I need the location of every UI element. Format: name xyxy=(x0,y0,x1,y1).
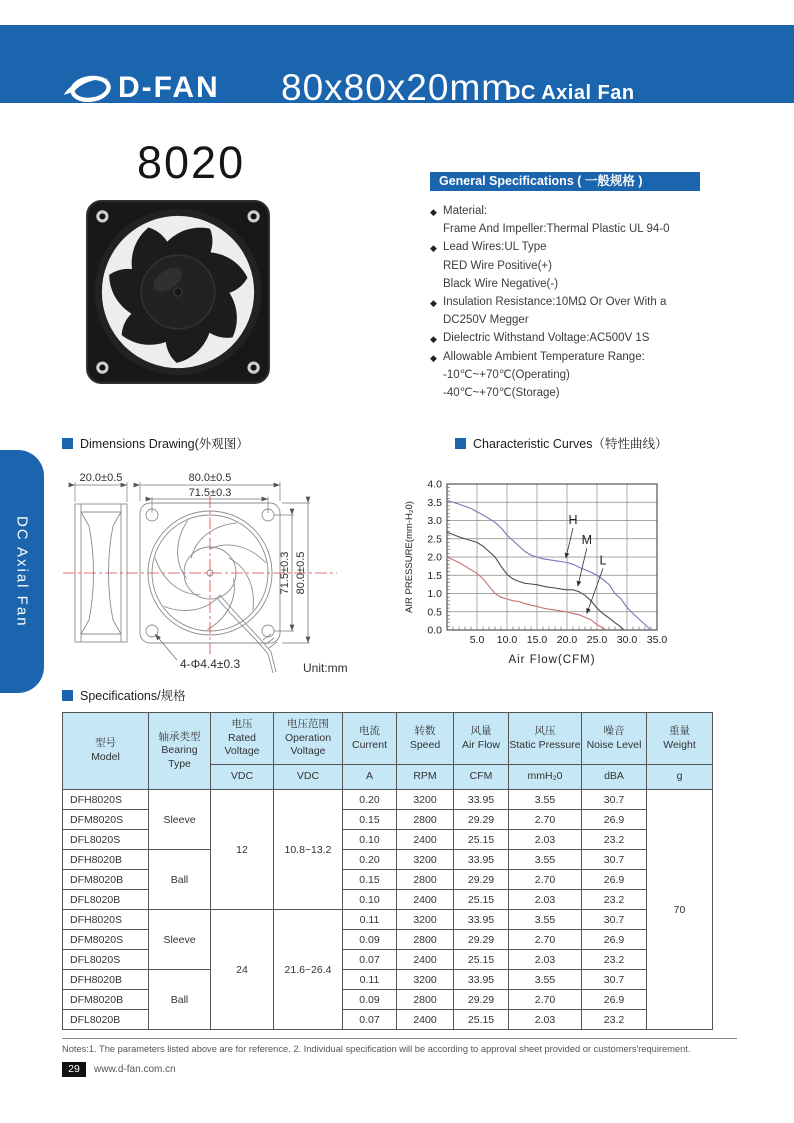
noise-cell: 26.9 xyxy=(582,870,647,890)
pressure-cell: 3.55 xyxy=(509,970,582,990)
speed-cell: 2400 xyxy=(397,890,454,910)
airflow-cell: 25.15 xyxy=(454,830,509,850)
airflow-cell: 29.29 xyxy=(454,990,509,1010)
operation-voltage-cell: 21.6~26.4 xyxy=(274,910,343,1030)
spec-line-text: -10℃~+70℃(Operating) xyxy=(443,368,570,381)
section-bullet-icon xyxy=(62,438,73,449)
current-cell: 0.09 xyxy=(343,990,397,1010)
spec-line-text: Material: xyxy=(443,205,488,217)
speed-cell: 3200 xyxy=(397,970,454,990)
spec-line-text: DC250V Megger xyxy=(443,314,529,327)
noise-cell: 30.7 xyxy=(582,790,647,810)
bearing-cell: Sleeve xyxy=(149,790,211,850)
column-unit: VDC xyxy=(211,765,274,790)
column-header: 重量 Weight xyxy=(647,713,713,765)
noise-cell: 30.7 xyxy=(582,910,647,930)
noise-cell: 23.2 xyxy=(582,890,647,910)
bearing-cell: Ball xyxy=(149,850,211,910)
current-cell: 0.11 xyxy=(343,910,397,930)
pressure-cell: 2.70 xyxy=(509,810,582,830)
svg-text:L: L xyxy=(599,553,607,568)
spec-line xyxy=(430,202,730,220)
svg-text:Air Flow(CFM): Air Flow(CFM) xyxy=(508,654,596,666)
svg-text:20.0: 20.0 xyxy=(556,634,578,646)
header-bar xyxy=(0,25,794,108)
spec-line-text: Dielectric Withstand Voltage:AC500V 1S xyxy=(443,332,650,345)
current-cell: 0.15 xyxy=(343,870,397,890)
current-cell: 0.15 xyxy=(343,810,397,830)
spec-line xyxy=(430,329,730,347)
svg-text:0.5: 0.5 xyxy=(427,606,442,619)
noise-cell: 26.9 xyxy=(582,990,647,1010)
model-cell: DFH8020S xyxy=(63,910,149,930)
speed-cell: 2800 xyxy=(397,870,454,890)
diamond-bullet-icon: ◆ xyxy=(430,334,437,345)
table-row xyxy=(63,790,713,810)
spec-line xyxy=(430,293,730,311)
airflow-cell: 29.29 xyxy=(454,810,509,830)
spec-line xyxy=(430,384,730,402)
airflow-cell: 33.95 xyxy=(454,790,509,810)
speed-cell: 3200 xyxy=(397,790,454,810)
rated-voltage-cell: 24 xyxy=(211,910,274,1030)
general-specifications-title: General Specifications ( 一般规格 ) xyxy=(430,172,700,191)
column-header: 电压范围 Operation Voltage xyxy=(274,713,343,765)
column-unit: dBA xyxy=(582,765,647,790)
column-header: 电压 Rated Voltage xyxy=(211,713,274,765)
sidebar-tab-dc-axial-fan xyxy=(0,450,44,693)
airflow-cell: 33.95 xyxy=(454,970,509,990)
product-subtitle: DC Axial Fan xyxy=(506,82,635,104)
pressure-cell: 2.03 xyxy=(509,950,582,970)
svg-text:35.0: 35.0 xyxy=(646,634,668,646)
speed-cell: 2800 xyxy=(397,990,454,1010)
pressure-cell: 2.70 xyxy=(509,930,582,950)
spec-line-text: RED Wire Positive(+) xyxy=(443,259,552,272)
brand-name: D-FAN xyxy=(118,71,220,104)
model-cell: DFH8020S xyxy=(63,790,149,810)
current-cell: 0.20 xyxy=(343,790,397,810)
width-outer-dim-label: 80.0±0.5 xyxy=(188,472,232,484)
model-cell: DFL8020S xyxy=(63,950,149,970)
section-bullet-icon xyxy=(62,690,73,701)
spec-line xyxy=(430,366,730,384)
current-cell: 0.10 xyxy=(343,890,397,910)
operation-voltage-cell: 10.8~13.2 xyxy=(274,790,343,910)
spec-line-text: Frame And Impeller:Thermal Plastic UL 94-0 xyxy=(443,223,670,236)
airflow-cell: 33.95 xyxy=(454,850,509,870)
specifications-section-header xyxy=(62,686,186,704)
svg-text:25.0: 25.0 xyxy=(586,634,608,646)
height-inner-dim-label: 71.5±0.3 xyxy=(279,551,291,595)
svg-text:H: H xyxy=(568,513,578,528)
section-bullet-icon xyxy=(455,438,466,449)
pressure-cell: 3.55 xyxy=(509,790,582,810)
speed-cell: 2400 xyxy=(397,950,454,970)
mounting-holes-label: 4-Φ4.4±0.3 xyxy=(180,657,241,671)
column-header: 噪音 Noise Level xyxy=(582,713,647,765)
speed-cell: 2400 xyxy=(397,830,454,850)
current-cell: 0.11 xyxy=(343,970,397,990)
page-number-badge: 29 xyxy=(62,1062,86,1077)
noise-cell: 26.9 xyxy=(582,810,647,830)
diamond-bullet-icon: ◆ xyxy=(430,352,437,363)
model-cell: DFH8020B xyxy=(63,970,149,990)
column-unit: g xyxy=(647,765,713,790)
column-header: 风量 Air Flow xyxy=(454,713,509,765)
column-header: 风压 Static Pressure xyxy=(509,713,582,765)
current-cell: 0.20 xyxy=(343,850,397,870)
svg-text:15.0: 15.0 xyxy=(526,634,548,646)
bearing-cell: Ball xyxy=(149,970,211,1030)
svg-text:10.0: 10.0 xyxy=(496,634,518,646)
dimensions-section-header xyxy=(62,434,249,452)
dimensions-drawing xyxy=(55,468,395,683)
spec-line-text: Insulation Resistance:10MΩ Or Over With a xyxy=(443,296,667,309)
column-unit: VDC xyxy=(274,765,343,790)
spec-line-text: Lead Wires:UL Type xyxy=(443,241,547,254)
spec-line xyxy=(430,348,730,366)
speed-cell: 2800 xyxy=(397,930,454,950)
pressure-cell: 3.55 xyxy=(509,850,582,870)
spec-table-body xyxy=(63,790,713,1030)
airflow-cell: 29.29 xyxy=(454,870,509,890)
fan-product-photo xyxy=(86,198,270,386)
airflow-cell: 25.15 xyxy=(454,950,509,970)
column-unit: A xyxy=(343,765,397,790)
model-cell: DFL8020B xyxy=(63,1010,149,1030)
unit-label: Unit:mm xyxy=(303,661,348,675)
pressure-cell: 2.03 xyxy=(509,830,582,850)
column-header: 轴承类型 Bearing Type xyxy=(149,713,211,790)
brand-logo-icon xyxy=(62,69,114,107)
pressure-cell: 2.03 xyxy=(509,890,582,910)
noise-cell: 30.7 xyxy=(582,970,647,990)
column-unit: RPM xyxy=(397,765,454,790)
noise-cell: 23.2 xyxy=(582,950,647,970)
depth-dim-label: 20.0±0.5 xyxy=(79,472,123,484)
rated-voltage-cell: 12 xyxy=(211,790,274,910)
dimensions-section-title: Dimensions Drawing(外观图） xyxy=(80,437,249,451)
website-url: www.d-fan.com.cn xyxy=(94,1064,176,1075)
diamond-bullet-icon: ◆ xyxy=(430,207,437,217)
speed-cell: 3200 xyxy=(397,850,454,870)
width-inner-dim-label: 71.5±0.3 xyxy=(188,487,232,499)
current-cell: 0.10 xyxy=(343,830,397,850)
svg-text:3.5: 3.5 xyxy=(427,496,442,509)
curves-section-header xyxy=(455,434,667,452)
footer-notes: Notes:1. The parameters listed above are for reference. 2. Individual specification will be according to approval sheet provided or customers'requirement. xyxy=(62,1044,691,1054)
spec-line xyxy=(430,275,730,293)
airflow-cell: 33.95 xyxy=(454,910,509,930)
diamond-bullet-icon: ◆ xyxy=(430,243,437,254)
spec-line-text: Allowable Ambient Temperature Range: xyxy=(443,350,645,363)
general-specifications-section xyxy=(430,172,730,402)
table-row xyxy=(63,850,713,870)
current-cell: 0.07 xyxy=(343,950,397,970)
model-number: 8020 xyxy=(137,137,246,188)
spec-line-text: Black Wire Negative(-) xyxy=(443,277,559,290)
spec-line xyxy=(430,238,730,256)
svg-text:2.0: 2.0 xyxy=(427,551,442,564)
model-cell: DFM8020B xyxy=(63,990,149,1010)
noise-cell: 26.9 xyxy=(582,930,647,950)
column-header: 型号 Model xyxy=(63,713,149,790)
specifications-table xyxy=(62,712,713,1030)
model-cell: DFM8020B xyxy=(63,870,149,890)
airflow-cell: 29.29 xyxy=(454,930,509,950)
svg-text:4.0: 4.0 xyxy=(427,478,442,491)
pressure-cell: 2.03 xyxy=(509,1010,582,1030)
svg-text:5.0: 5.0 xyxy=(469,634,485,646)
pressure-cell: 2.70 xyxy=(509,990,582,1010)
spec-line xyxy=(430,257,730,275)
airflow-cell: 25.15 xyxy=(454,890,509,910)
spec-line xyxy=(430,220,730,238)
table-row xyxy=(63,910,713,930)
noise-cell: 23.2 xyxy=(582,1010,647,1030)
model-cell: DFM8020S xyxy=(63,810,149,830)
height-outer-dim-label: 80.0±0.5 xyxy=(295,551,307,595)
column-header: 电流 Current xyxy=(343,713,397,765)
dimension-lines xyxy=(75,482,310,660)
model-cell: DFL8020S xyxy=(63,830,149,850)
spec-line-text: -40℃~+70℃(Storage) xyxy=(443,387,560,400)
model-cell: DFL8020B xyxy=(63,890,149,910)
pressure-cell: 3.55 xyxy=(509,910,582,930)
svg-text:2.5: 2.5 xyxy=(427,533,442,546)
curves-section-title: Characteristic Curves（特性曲线） xyxy=(473,437,668,451)
dimension-labels xyxy=(80,472,348,675)
column-unit: mmH₂0 xyxy=(509,765,582,790)
specifications-section-title: Specifications/规格 xyxy=(80,689,186,703)
current-cell: 0.09 xyxy=(343,930,397,950)
speed-cell: 2800 xyxy=(397,810,454,830)
spec-table-head xyxy=(63,713,713,790)
svg-text:AIR PRESSURE(mm-H₂0): AIR PRESSURE(mm-H₂0) xyxy=(404,501,415,613)
characteristic-curves-chart xyxy=(400,468,720,683)
pressure-cell: 2.70 xyxy=(509,870,582,890)
speed-cell: 3200 xyxy=(397,910,454,930)
speed-cell: 2400 xyxy=(397,1010,454,1030)
general-spec-list xyxy=(430,202,730,402)
bearing-cell: Sleeve xyxy=(149,910,211,970)
diamond-bullet-icon: ◆ xyxy=(430,298,437,309)
model-cell: DFH8020B xyxy=(63,850,149,870)
column-header: 转数 Speed xyxy=(397,713,454,765)
spec-line xyxy=(430,311,730,329)
svg-text:3.0: 3.0 xyxy=(427,515,442,527)
svg-text:M: M xyxy=(581,533,593,548)
svg-text:1.0: 1.0 xyxy=(427,588,442,600)
svg-text:30.0: 30.0 xyxy=(616,634,638,646)
table-row xyxy=(63,970,713,990)
svg-text:1.5: 1.5 xyxy=(427,569,442,582)
svg-text:0.0: 0.0 xyxy=(427,624,442,637)
noise-cell: 23.2 xyxy=(582,830,647,850)
product-size-title: 80x80x20mm xyxy=(281,67,514,108)
column-unit: CFM xyxy=(454,765,509,790)
footer-divider xyxy=(62,1038,737,1039)
sidebar-tab-label: DC Axial Fan xyxy=(13,515,31,628)
noise-cell: 30.7 xyxy=(582,850,647,870)
current-cell: 0.07 xyxy=(343,1010,397,1030)
airflow-cell: 25.15 xyxy=(454,1010,509,1030)
weight-cell: 70 xyxy=(647,790,713,1030)
model-cell: DFM8020S xyxy=(63,930,149,950)
